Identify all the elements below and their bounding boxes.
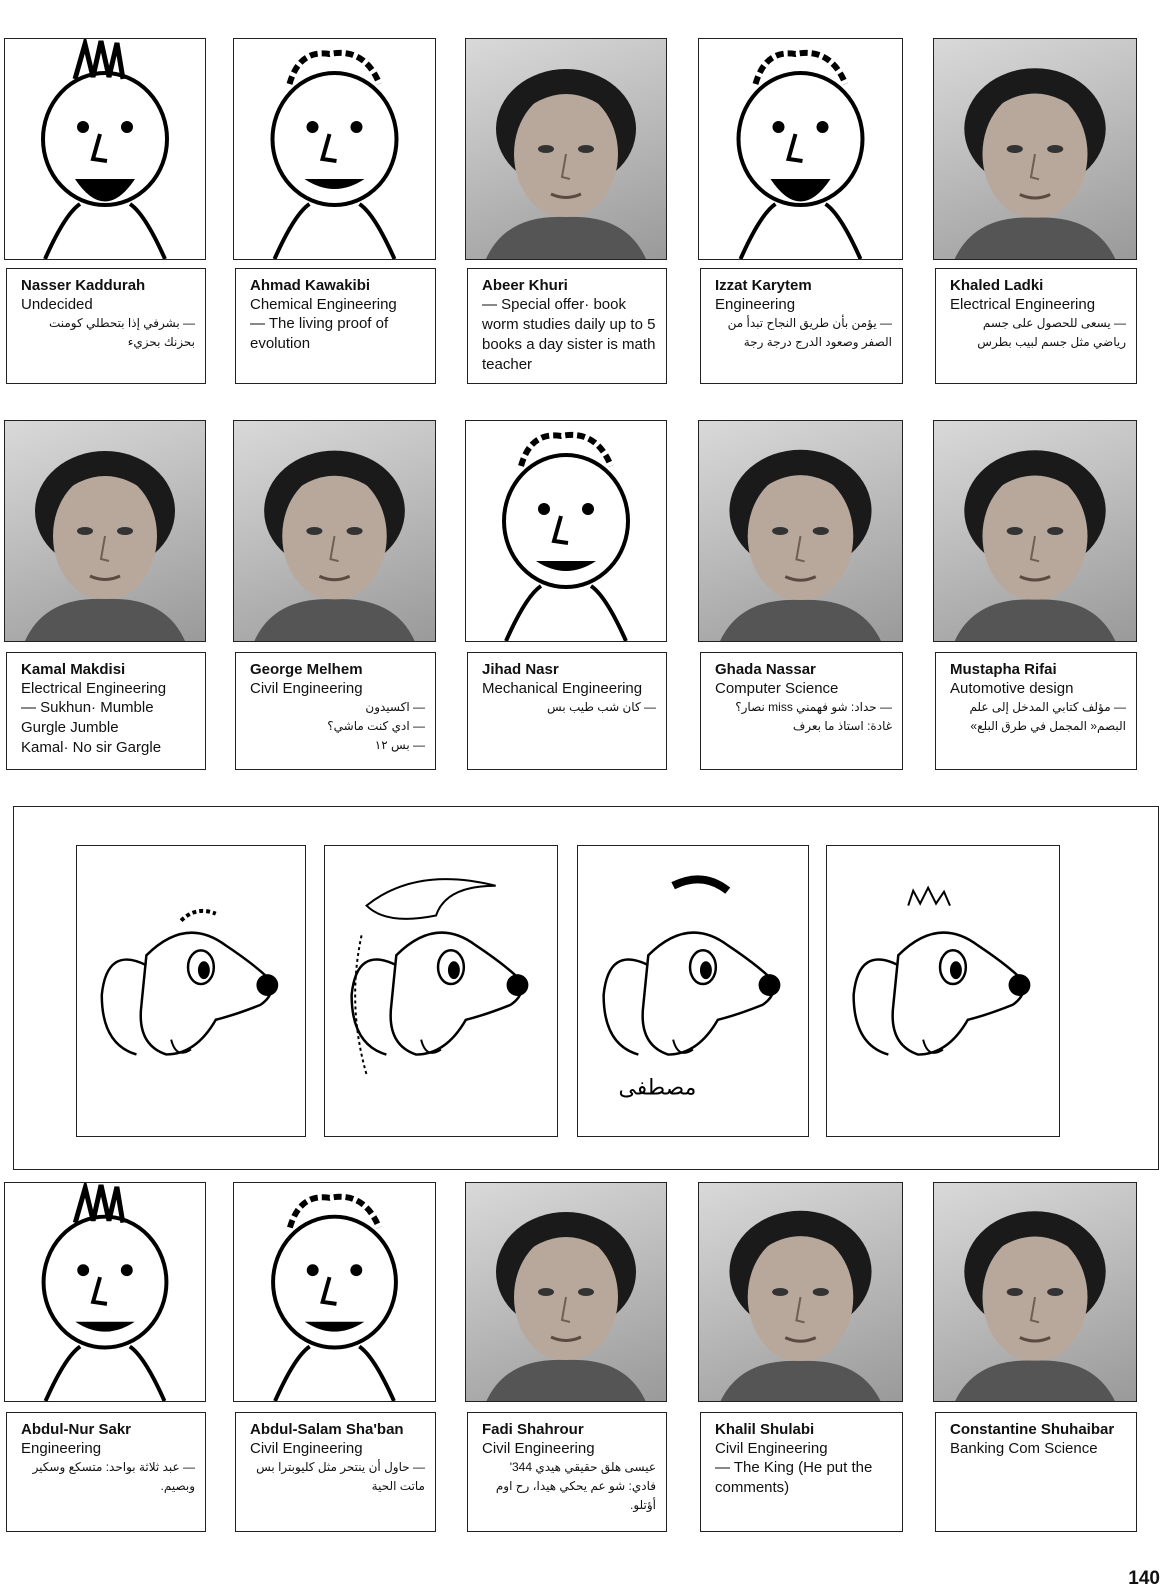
student-major: Civil Engineering [250,680,363,697]
student-major: Automotive design [950,680,1074,697]
student-major: Banking Com Science [950,1440,1098,1457]
student-comment: — حاول أن ينتحر مثل كليوبترا بس ماتت الحية [256,1460,425,1493]
student-major: Computer Science [715,680,839,697]
mouse-cartoon-4 [826,845,1060,1137]
student-comment: — يسعى للحصول على جسم رياضي مثل جسم لبيب بطرس [977,316,1126,349]
student-caption-card [700,1412,903,1532]
student-comment: — Special offer· book worm studies daily up to 5 books a day sister is math teacher [482,296,656,373]
student-name: Khalil Shulabi [715,1421,815,1438]
student-comment: — اكسيدون — ادي كنت ماشي؟ — بس ١٢ [327,700,425,752]
student-major: Civil Engineering [715,1440,828,1457]
student-name: Ghada Nassar [715,661,816,678]
student-caption-card [467,268,667,384]
student-photo [233,420,436,642]
student-caption-card [235,652,436,770]
student-caption-card [235,1412,436,1532]
student-sketch [4,38,206,260]
student-name: George Melhem [250,661,363,678]
student-caption-card [467,652,667,770]
student-name: Nasser Kaddurah [21,277,146,294]
student-caption-card [700,268,903,384]
student-name: Ahmad Kawakibi [250,277,371,294]
artist-signature: مصطفى [618,1075,697,1101]
cartoon-banner [13,806,1159,1170]
student-name: Fadi Shahrour [482,1421,584,1438]
student-comment: — Sukhun· Mumble Gurgle Jumble Kamal· No sir Gargle [21,699,162,756]
student-photo [933,420,1137,642]
mouse-cartoon-1 [76,845,306,1137]
page-number: 140 [1128,1568,1160,1589]
mouse-cartoon-2 [324,845,558,1137]
student-major: Mechanical Engineering [482,680,643,697]
student-caption-card [935,268,1137,384]
student-sketch [4,1182,206,1402]
student-name: Khaled Ladki [950,277,1044,294]
student-major: Electrical Engineering [21,680,167,697]
student-photo [698,420,903,642]
student-name: Abeer Khuri [482,277,568,294]
student-sketch [233,1182,436,1402]
student-name: Abdul-Nur Sakr [21,1421,132,1438]
student-comment: — The living proof of evolution [250,315,389,352]
student-photo [933,1182,1137,1402]
student-name: Jihad Nasr [482,661,559,678]
student-sketch [698,38,903,260]
student-caption-card [235,268,436,384]
student-caption-card [6,268,206,384]
student-name: Constantine Shuhaibar [950,1421,1115,1438]
student-photo [465,1182,667,1402]
student-comment: — يؤمن بأن طريق النجاح تبدأ من الصفر وصعود الدرج درجة رجة [727,316,892,349]
student-caption-card [6,652,206,770]
student-major: Civil Engineering [250,1440,363,1457]
student-name: Abdul-Salam Sha'ban [250,1421,404,1438]
student-caption-card [700,652,903,770]
student-photo [465,38,667,260]
student-comment: — The King (He put the comments) [715,1459,873,1496]
student-name: Mustapha Rifai [950,661,1057,678]
student-name: Izzat Karytem [715,277,812,294]
student-caption-card [6,1412,206,1532]
student-comment: — كان شب طيب بس [547,700,656,714]
student-comment: — حداد: شو فهمني miss نصار؟ غادة: استاذ ما بعرف [735,700,892,733]
student-comment: — بشرفي إذا بتحطلي كومنت بحزنك بحزيء [48,316,195,349]
student-caption-card [467,1412,667,1532]
student-name: Kamal Makdisi [21,661,126,678]
student-caption-card [935,652,1137,770]
student-major: Engineering [715,296,796,313]
student-photo [933,38,1137,260]
student-comment: — عبد ثلاثة بواحد: متسكع وسكير وبصيم. [32,1460,195,1493]
student-comment: عيسى هلق حقيقي هيدي 344' فادي: شو عم يحكي هيدا، رح اوم أؤتلو. [495,1460,656,1512]
student-major: Engineering [21,1440,102,1457]
student-major: Electrical Engineering [950,296,1096,313]
student-major: Chemical Engineering [250,296,397,313]
student-major: Civil Engineering [482,1440,595,1457]
student-caption-card [935,1412,1137,1532]
student-sketch [465,420,667,642]
student-comment: — مؤلف كتابي المدخل إلى علم البصم« المجمل في طرق البلع» [969,700,1126,733]
mouse-cartoon-3 [577,845,809,1137]
student-photo [698,1182,903,1402]
student-sketch [233,38,436,260]
student-major: Undecided [21,296,93,313]
student-photo [4,420,206,642]
